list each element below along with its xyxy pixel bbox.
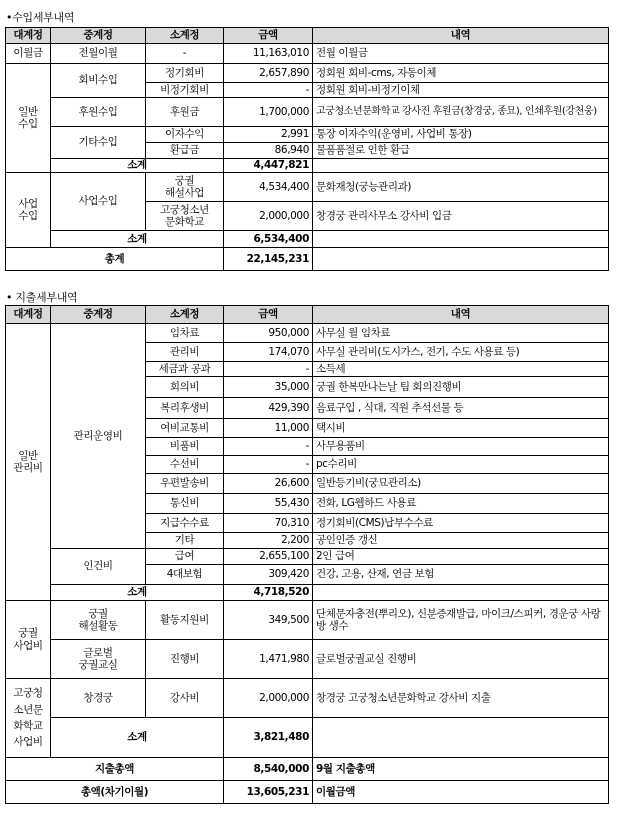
table-row — [6, 127, 609, 143]
minor-account: 강사비 — [146, 679, 224, 718]
total-row — [6, 248, 609, 271]
total-amount: 8,540,000 — [224, 758, 313, 781]
desc-cell: 창경궁 고궁청소년문화학교 강사비 지출 — [313, 679, 609, 718]
minor-account: 정기회비 — [146, 64, 224, 83]
amount-cell: 349,500 — [224, 601, 313, 640]
desc-cell: 단체문자충전(뿌리오), 신분증재발급, 마이크/스피커, 경운궁 사랑방 생수 — [313, 601, 609, 640]
minor-account: 여비교통비 — [146, 419, 224, 438]
amount-cell: 11,000 — [224, 419, 313, 438]
balance-row — [6, 781, 609, 804]
minor-account: 세금과 공과 — [146, 362, 224, 377]
desc-cell: 전월 이월금 — [313, 44, 609, 64]
amount-cell: 1,700,000 — [224, 98, 313, 127]
header-mid: 중계정 — [51, 306, 146, 324]
minor-account: 지급수수료 — [146, 514, 224, 533]
amount-cell: - — [224, 438, 313, 456]
amount-cell: 2,000,000 — [224, 679, 313, 718]
balance-amount: 13,605,231 — [224, 781, 313, 804]
subtotal-row — [6, 718, 609, 758]
header-mid: 중계정 — [51, 28, 146, 44]
minor-account: 관리비 — [146, 343, 224, 362]
amount-cell: 55,430 — [224, 494, 313, 514]
expense-table — [5, 305, 609, 804]
minor-account: 환급금 — [146, 143, 224, 159]
desc-cell: 사무용품비 — [313, 438, 609, 456]
desc-cell: 물품품절로 인한 환급 — [313, 143, 609, 159]
minor-account: 고궁청소년 문화학교 — [146, 202, 224, 231]
income-section-title: •수입세부내역 — [6, 11, 75, 24]
desc-cell: 택시비 — [313, 419, 609, 438]
minor-account: 기타 — [146, 533, 224, 549]
desc-cell: 일반등기비(궁묘관리소) — [313, 474, 609, 494]
desc-cell: 건강, 고용, 산재, 연금 보험 — [313, 565, 609, 585]
table-row — [6, 601, 609, 640]
amount-cell: 950,000 — [224, 324, 313, 343]
major-account: 일반 수입 — [6, 64, 51, 173]
minor-account: 수선비 — [146, 456, 224, 474]
amount-cell: - — [224, 456, 313, 474]
amount-cell: 2,655,100 — [224, 549, 313, 565]
mid-account: 창경궁 — [51, 679, 146, 718]
subtotal-amount: 4,718,520 — [224, 585, 313, 601]
amount-cell: 35,000 — [224, 377, 313, 398]
minor-account: 우편발송비 — [146, 474, 224, 494]
desc-cell: 창경궁 관리사무소 강사비 입금 — [313, 202, 609, 231]
subtotal-amount: 6,534,400 — [224, 231, 313, 248]
amount-cell: 26,600 — [224, 474, 313, 494]
amount-cell: 1,471,980 — [224, 640, 313, 679]
desc-cell: 정회원 회비-비정기이체 — [313, 83, 609, 98]
desc-cell: 소득세 — [313, 362, 609, 377]
total-label: 총계 — [6, 248, 224, 271]
major-account: 일반 관리비 — [6, 324, 51, 601]
table-row — [6, 679, 609, 718]
table-row — [6, 98, 609, 127]
minor-account: 진행비 — [146, 640, 224, 679]
minor-account: 4대보험 — [146, 565, 224, 585]
mid-account: 후원수입 — [51, 98, 146, 127]
desc-cell: 통장 이자수익(운영비, 사업비 통장) — [313, 127, 609, 143]
desc-cell: 공인인증 갱신 — [313, 533, 609, 549]
income-table — [5, 27, 609, 271]
amount-cell: 2,657,890 — [224, 64, 313, 83]
desc-cell: 음료구입 , 식대, 직원 추석선물 등 — [313, 398, 609, 419]
table-row — [6, 64, 609, 83]
major-account: 이월금 — [6, 44, 51, 64]
header-major: 대계정 — [6, 28, 51, 44]
desc-cell: 2인 급여 — [313, 549, 609, 565]
amount-cell: - — [224, 362, 313, 377]
mid-account: 사업수입 — [51, 173, 146, 231]
desc-cell: 글로벌궁궐교실 진행비 — [313, 640, 609, 679]
subtotal-amount: 3,821,480 — [224, 718, 313, 758]
desc-cell: 고궁청소년문화학교 강사진 후원금(창경궁, 종묘), 인쇄후원(강천웅) — [313, 98, 609, 127]
desc-cell: 정기회비(CMS)납부수수료 — [313, 514, 609, 533]
amount-cell: 11,163,010 — [224, 44, 313, 64]
total-amount: 22,145,231 — [224, 248, 313, 271]
table-row — [6, 44, 609, 64]
minor-account: 비품비 — [146, 438, 224, 456]
major-account: 고궁청 소년문 화학교 사업비 — [6, 679, 51, 758]
minor-account: 궁궐 해설사업 — [146, 173, 224, 202]
subtotal-label: 소계 — [51, 159, 224, 173]
balance-label: 총액(차기이월) — [6, 781, 224, 804]
table-header-row — [6, 306, 609, 324]
table-header-row — [6, 28, 609, 44]
header-desc: 내역 — [313, 306, 609, 324]
subtotal-amount: 4,447,821 — [224, 159, 313, 173]
total-label: 지출총액 — [6, 758, 224, 781]
subtotal-row — [6, 159, 609, 173]
table-row — [6, 640, 609, 679]
minor-account: 이자수익 — [146, 127, 224, 143]
minor-account: 후원금 — [146, 98, 224, 127]
header-amount: 금액 — [224, 306, 313, 324]
mid-account: 기타수입 — [51, 127, 146, 159]
amount-cell: - — [224, 83, 313, 98]
header-minor: 소계정 — [146, 28, 224, 44]
amount-cell: 70,310 — [224, 514, 313, 533]
desc-cell: 사무실 월 임차료 — [313, 324, 609, 343]
amount-cell: 174,070 — [224, 343, 313, 362]
mid-account: 글로벌 궁궐교실 — [51, 640, 146, 679]
minor-account: - — [146, 44, 224, 64]
header-desc: 내역 — [313, 28, 609, 44]
table-row — [6, 549, 609, 565]
total-desc: 9월 지출총액 — [313, 758, 609, 781]
subtotal-label: 소계 — [51, 231, 224, 248]
amount-cell: 2,000,000 — [224, 202, 313, 231]
amount-cell: 2,200 — [224, 533, 313, 549]
subtotal-label: 소계 — [51, 585, 224, 601]
minor-account: 급여 — [146, 549, 224, 565]
header-amount: 금액 — [224, 28, 313, 44]
subtotal-row — [6, 231, 609, 248]
mid-account: 인건비 — [51, 549, 146, 585]
header-major: 대계정 — [6, 306, 51, 324]
desc-cell: 궁궐 한복만나는날 팀 회의진행비 — [313, 377, 609, 398]
amount-cell: 86,940 — [224, 143, 313, 159]
major-account: 사업 수입 — [6, 173, 51, 248]
minor-account: 임차료 — [146, 324, 224, 343]
amount-cell: 309,420 — [224, 565, 313, 585]
total-row — [6, 758, 609, 781]
subtotal-label: 소계 — [51, 718, 224, 758]
amount-cell: 4,534,400 — [224, 173, 313, 202]
desc-cell: pc수리비 — [313, 456, 609, 474]
header-minor: 소계정 — [146, 306, 224, 324]
minor-account: 회의비 — [146, 377, 224, 398]
desc-cell: 사무실 관리비(도시가스, 전기, 수도 사용료 등) — [313, 343, 609, 362]
desc-cell: 문화재청(궁능관리과) — [313, 173, 609, 202]
mid-account: 궁궐 해설활동 — [51, 601, 146, 640]
table-row — [6, 173, 609, 202]
amount-cell: 2,991 — [224, 127, 313, 143]
mid-account: 관리운영비 — [51, 324, 146, 549]
mid-account: 전월이월 — [51, 44, 146, 64]
amount-cell: 429,390 — [224, 398, 313, 419]
table-row — [6, 324, 609, 343]
minor-account: 활동지원비 — [146, 601, 224, 640]
minor-account: 복리후생비 — [146, 398, 224, 419]
subtotal-row — [6, 585, 609, 601]
major-account: 궁궐 사업비 — [6, 601, 51, 679]
desc-cell: 전화, LG웹하드 사용료 — [313, 494, 609, 514]
desc-cell: 정회원 회비-cms, 자동이체 — [313, 64, 609, 83]
minor-account: 통신비 — [146, 494, 224, 514]
balance-desc: 이월금액 — [313, 781, 609, 804]
expense-section-title: • 지출세부내역 — [6, 291, 78, 304]
minor-account: 비정기회비 — [146, 83, 224, 98]
mid-account: 회비수입 — [51, 64, 146, 98]
